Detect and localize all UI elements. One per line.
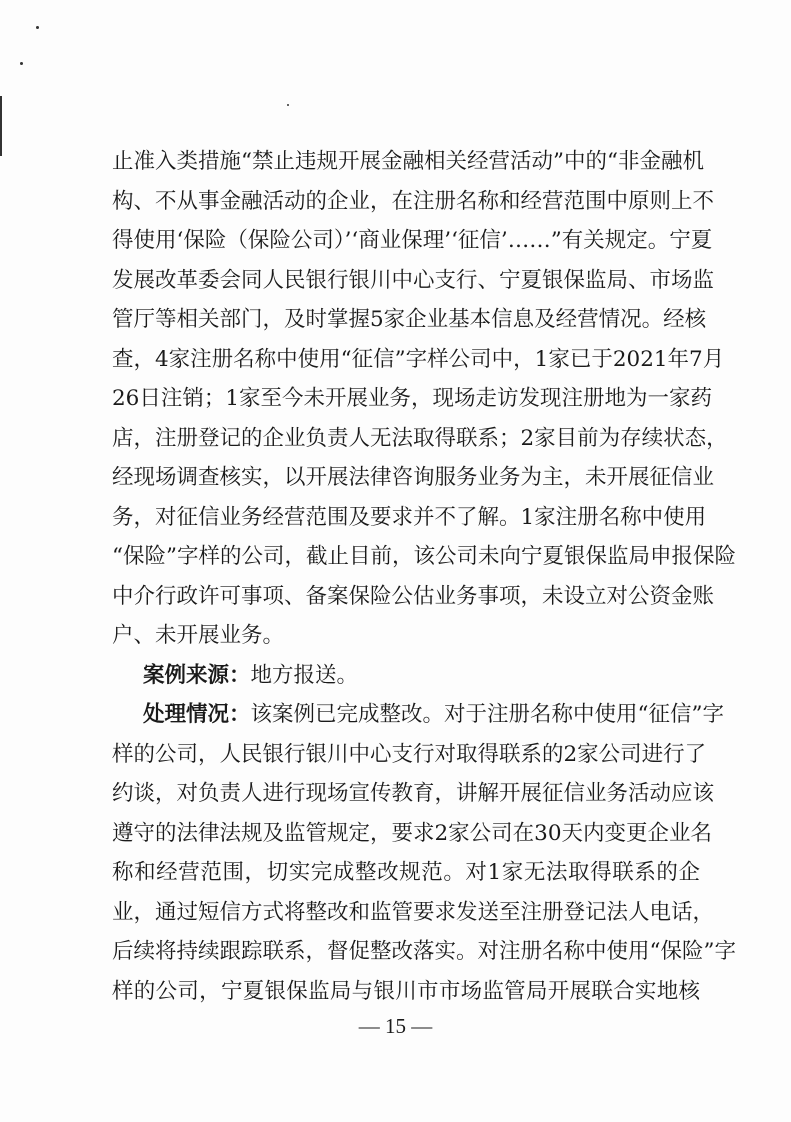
body-line: 管厅等相关部门，及时掌握5家企业基本信息及经营情况。经核 bbox=[112, 307, 707, 332]
handling-label: 处理情况： bbox=[143, 702, 251, 727]
handling-line: 遵守的法律法规及监管规定，要求2家公司在30天内变更企业名 bbox=[112, 820, 713, 846]
handling-first-line bbox=[112, 695, 725, 735]
scan-dot bbox=[36, 26, 39, 29]
scan-dot bbox=[20, 62, 23, 65]
body-line: 得使用‘保险（保险公司）’‘商业保理’‘征信’……”有关规定。宁夏 bbox=[112, 228, 713, 253]
handling-line: 业，通过短信方式将整改和监管要求发送至注册登记法人电话， bbox=[112, 899, 715, 925]
scan-dot bbox=[287, 104, 289, 106]
body-text bbox=[112, 142, 736, 1011]
body-line: “保险”字样的公司，截止目前，该公司未向宁夏银保监局申报保险 bbox=[112, 544, 736, 569]
handling-line: 后续将持续跟踪联系，督促整改落实。对注册名称中使用“保险”字 bbox=[112, 939, 736, 964]
body-line: 户、未开展业务。 bbox=[112, 623, 285, 648]
handling-line: 约谈，对负责人进行现场宣传教育，讲解开展征信业务活动应该 bbox=[112, 781, 715, 806]
body-line: 经现场调查核实，以开展法律咨询服务业务为主，未开展征信业 bbox=[112, 465, 715, 490]
body-line: 务，对征信业务经营范围及要求并不了解。1家注册名称中使用 bbox=[112, 504, 707, 530]
handling-first-line-text: 该案例已完成整改。对于注册名称中使用“征信”字 bbox=[250, 702, 725, 727]
body-line: 26日注销；1家至今未开展业务，现场走访发现注册地为一家药 bbox=[112, 386, 713, 411]
page-number: — 15 — bbox=[358, 1014, 433, 1038]
body-line: 中介行政许可事项、备案保险公估业务事项，未设立对公资金账 bbox=[112, 583, 715, 609]
case-source-text: 地方报送。 bbox=[250, 662, 359, 688]
body-line: 查，4家注册名称中使用“征信”字样公司中，1家已于2021年7月 bbox=[112, 346, 725, 372]
body-line: 止准入类措施“禁止违规开展金融相关经营活动”中的“非金融机 bbox=[112, 149, 704, 174]
handling-line: 样的公司，人民银行银川中心支行对取得联系的2家公司进行了 bbox=[112, 741, 707, 767]
case-source-label: 案例来源： bbox=[143, 662, 251, 688]
body-line: 店，注册登记的企业负责人无法取得联系；2家目前为存续状态， bbox=[112, 425, 728, 451]
body-line: 发展改革委会同人民银行银川中心支行、宁夏银保监局、市场监 bbox=[112, 267, 715, 293]
case-source-paragraph bbox=[112, 656, 700, 696]
scan-edge-line bbox=[0, 96, 2, 156]
body-line: 构、不从事金融活动的企业，在注册名称和经营范围中原则上不 bbox=[112, 188, 715, 214]
handling-line: 称和经营范围，切实完成整改规范。对1家无法取得联系的企 bbox=[112, 860, 700, 885]
handling-line: 样的公司，宁夏银保监局与银川市市场监管局开展联合实地核 bbox=[112, 978, 700, 1004]
